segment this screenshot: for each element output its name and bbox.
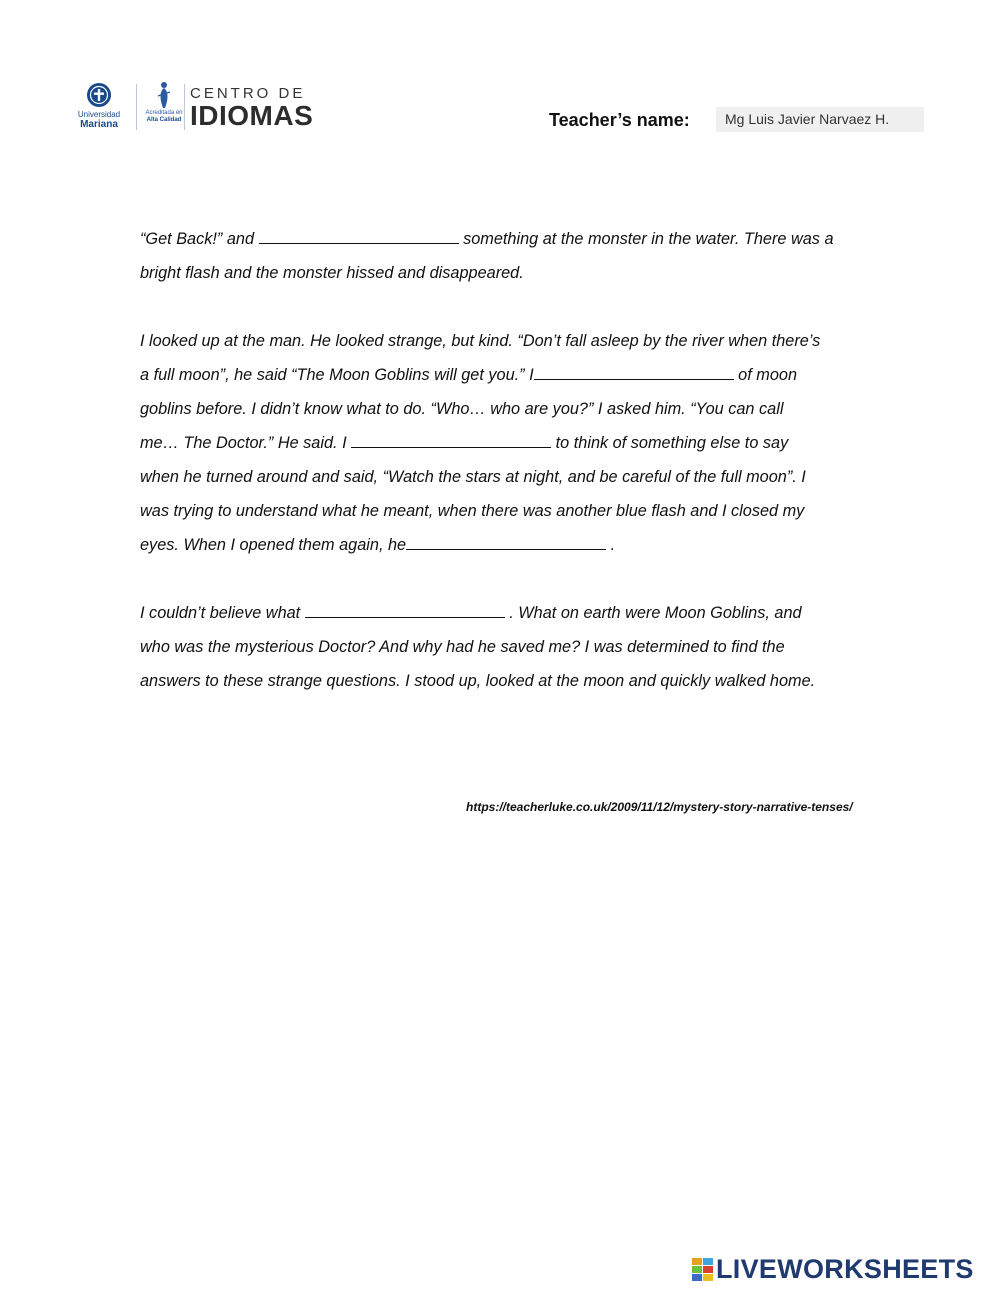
language-center-logo bbox=[190, 86, 313, 130]
story-line bbox=[140, 426, 880, 460]
story-line: I looked up at the man. He looked strange, but kind. “Don’t fall asleep by the river when there’s bbox=[140, 332, 821, 350]
story-paragraph-1 bbox=[140, 222, 880, 290]
story-line bbox=[140, 596, 880, 630]
language-center-bottom: IDIOMAS bbox=[190, 100, 314, 131]
story-line bbox=[140, 358, 880, 392]
story-line: answers to these strange questions. I stood up, looked at the moon and quickly walked home. bbox=[140, 672, 816, 690]
liveworksheets-cubes-icon bbox=[692, 1258, 714, 1282]
story-line: when he turned around and said, “Watch the stars at night, and be careful of the full moon”. I bbox=[140, 468, 806, 486]
answer-blank-1[interactable] bbox=[259, 228, 459, 244]
liveworksheets-wordmark: LIVEWORKSHEETS bbox=[716, 1254, 974, 1284]
university-name-line2: Mariana bbox=[80, 119, 118, 130]
university-name-line1: Universidad bbox=[77, 110, 121, 119]
text-fragment: eyes. When I opened them again, he bbox=[140, 536, 407, 554]
story-text bbox=[140, 222, 880, 732]
accreditation-line1: Acreditada en bbox=[145, 110, 183, 116]
story-paragraph-3 bbox=[140, 596, 880, 698]
story-line: was trying to understand what he meant, when there was another blue flash and I closed my bbox=[140, 502, 805, 520]
source-url: https://teacherluke.co.uk/2009/11/12/mystery-story-narrative-tenses/ bbox=[466, 800, 853, 814]
story-line: who was the mysterious Doctor? And why had he saved me? I was determined to find the bbox=[140, 638, 785, 656]
text-fragment: . bbox=[606, 536, 616, 554]
text-fragment: a full moon”, he said “The Moon Goblins will get you.” I bbox=[140, 366, 534, 384]
answer-blank-4[interactable] bbox=[406, 534, 606, 550]
text-fragment: “Get Back!” and bbox=[140, 230, 259, 248]
answer-blank-5[interactable] bbox=[305, 602, 505, 618]
teacher-name-label: Teacher’s name: bbox=[549, 110, 690, 130]
university-logo bbox=[74, 78, 124, 132]
answer-blank-3[interactable] bbox=[351, 432, 551, 448]
answer-blank-2[interactable] bbox=[534, 364, 734, 380]
accreditation-line2: Alta Calidad bbox=[146, 117, 182, 123]
story-line bbox=[140, 222, 880, 256]
text-fragment: me… The Doctor.” He said. I bbox=[140, 434, 352, 452]
text-fragment: I couldn’t believe what bbox=[140, 604, 305, 622]
text-fragment: . What on earth were Moon Goblins, and bbox=[504, 604, 802, 622]
university-emblem-icon bbox=[86, 82, 112, 110]
teacher-name-value: Mg Luis Javier Narvaez H. bbox=[725, 111, 890, 127]
logo-divider bbox=[184, 84, 185, 130]
text-fragment: something at the monster in the water. There was a bbox=[458, 230, 834, 248]
accreditation-logo bbox=[144, 78, 184, 132]
text-fragment: of moon bbox=[733, 366, 798, 384]
institution-logos bbox=[74, 78, 334, 134]
accreditation-figure-icon bbox=[155, 80, 173, 110]
language-center-top: CENTRO DE bbox=[190, 85, 306, 102]
story-paragraph-2 bbox=[140, 324, 880, 562]
logo-divider bbox=[136, 84, 137, 130]
story-line: bright flash and the monster hissed and disappeared. bbox=[140, 264, 524, 282]
text-fragment: to think of something else to say bbox=[551, 434, 789, 452]
story-line: goblins before. I didn’t know what to do. “Who… who are you?” I asked him. “You can call bbox=[140, 400, 784, 418]
teacher-name-field[interactable] bbox=[716, 107, 924, 132]
story-line bbox=[140, 528, 880, 562]
